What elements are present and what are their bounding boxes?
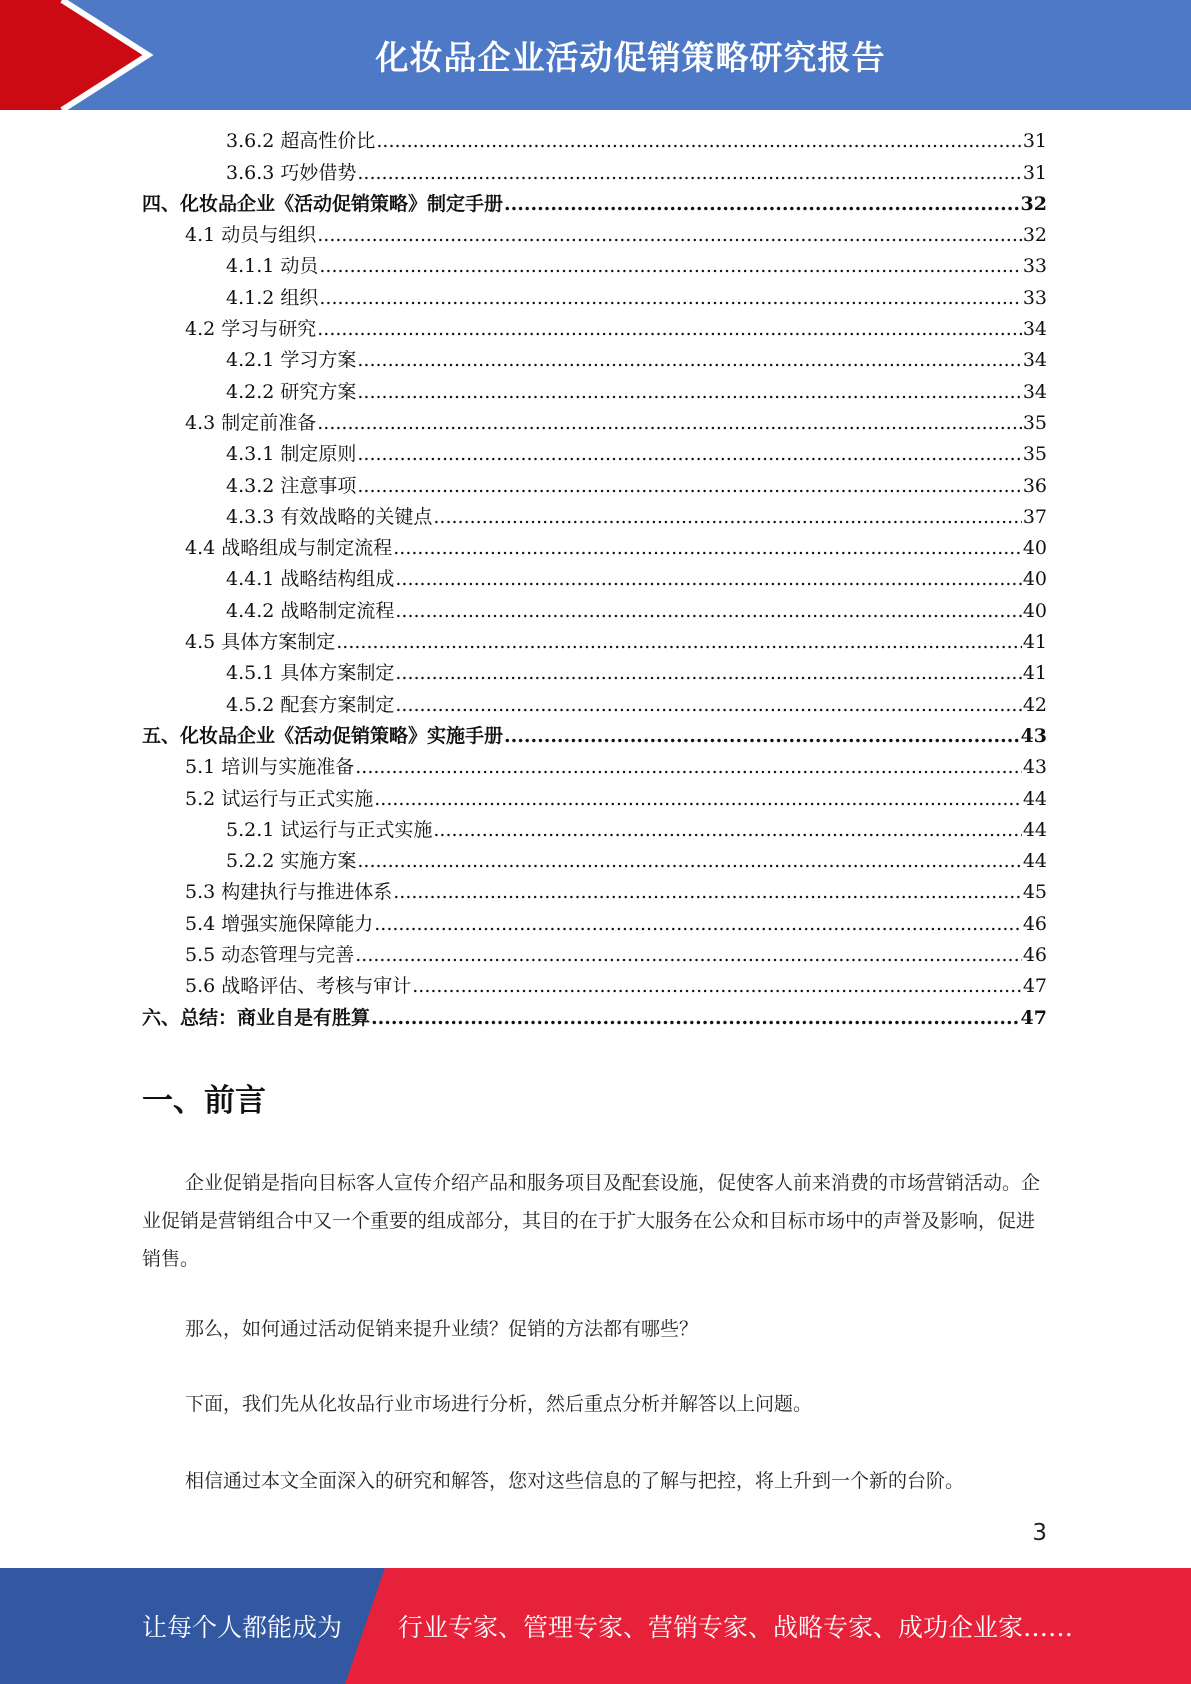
toc-entry[interactable] — [142, 376, 1047, 407]
toc-entry[interactable] — [142, 502, 1047, 533]
document-title: 化妆品企业活动促销策略研究报告 — [375, 37, 886, 77]
toc-leader-dots — [395, 564, 1021, 595]
toc-entry-page: 32 — [1020, 192, 1047, 215]
toc-entry-page: 43 — [1022, 756, 1047, 779]
toc-entry[interactable] — [142, 752, 1047, 783]
toc-leader-dots — [357, 345, 1021, 376]
toc-entry-label: 4.2.2 研究方案 — [226, 380, 357, 403]
toc-entry-page: 41 — [1022, 631, 1047, 654]
toc-entry-page: 43 — [1020, 724, 1047, 747]
footer-slogan-right: 行业专家、管理专家、营销专家、战略专家、成功企业家…… — [398, 1613, 1074, 1642]
toc-entry-label: 4.5.2 配套方案制定 — [226, 693, 395, 716]
toc-entry-label: 4.3.3 有效战略的关键点 — [226, 505, 433, 528]
toc-leader-dots — [433, 815, 1021, 846]
toc-entry-label: 4.1.1 动员 — [226, 255, 319, 278]
toc-entry-label: 5.5 动态管理与完善 — [185, 944, 355, 967]
toc-entry[interactable] — [142, 908, 1047, 939]
toc-leader-dots — [374, 784, 1022, 815]
toc-entry[interactable] — [142, 345, 1047, 376]
toc-leader-dots — [357, 471, 1021, 502]
toc-entry[interactable] — [142, 815, 1047, 846]
toc-leader-dots — [504, 721, 1020, 752]
toc-entry-page: 45 — [1022, 881, 1047, 904]
toc-leader-dots — [433, 502, 1021, 533]
toc-entry[interactable] — [142, 189, 1047, 220]
toc-leader-dots — [395, 596, 1021, 627]
toc-leader-dots — [374, 909, 1022, 940]
toc-entry-page: 41 — [1022, 662, 1047, 685]
toc-entry[interactable] — [142, 157, 1047, 188]
toc-entry[interactable] — [142, 251, 1047, 282]
toc-leader-dots — [393, 533, 1022, 564]
toc-entry-label: 四、化妆品企业《活动促销策略》制定手册 — [142, 192, 504, 215]
toc-entry[interactable] — [142, 721, 1047, 752]
toc-entry-page: 44 — [1022, 787, 1047, 810]
toc-leader-dots — [376, 126, 1021, 157]
toc-entry[interactable] — [142, 282, 1047, 313]
toc-entry-page: 47 — [1020, 1006, 1047, 1029]
paragraph: 那么，如何通过活动促销来提升业绩？促销的方法都有哪些？ — [185, 1318, 699, 1340]
toc-entry-page: 34 — [1022, 349, 1047, 372]
page-header — [0, 0, 1191, 110]
toc-entry[interactable] — [142, 470, 1047, 501]
toc-entry-label: 4.3.2 注意事项 — [226, 474, 357, 497]
toc-leader-dots — [395, 658, 1021, 689]
toc-entry[interactable] — [142, 971, 1047, 1002]
toc-leader-dots — [319, 251, 1021, 282]
toc-leader-dots — [357, 846, 1021, 877]
toc-entry[interactable] — [142, 627, 1047, 658]
toc-leader-dots — [504, 189, 1020, 220]
toc-entry-label: 5.3 构建执行与推进体系 — [185, 881, 393, 904]
toc-leader-dots — [317, 314, 1022, 345]
toc-entry-page: 46 — [1022, 944, 1047, 967]
toc-entry-label: 六、总结：商业自是有胜算 — [142, 1006, 371, 1029]
toc-entry[interactable] — [142, 658, 1047, 689]
toc-entry-label: 4.1 动员与组织 — [185, 224, 317, 247]
toc-entry[interactable] — [142, 595, 1047, 626]
toc-entry-label: 5.2.1 试运行与正式实施 — [226, 818, 433, 841]
toc-entry[interactable] — [142, 408, 1047, 439]
toc-entry-label: 五、化妆品企业《活动促销策略》实施手册 — [142, 724, 504, 747]
toc-entry-page: 33 — [1022, 255, 1047, 278]
page-footer — [0, 1568, 1191, 1684]
toc-entry-page: 42 — [1022, 693, 1047, 716]
toc-leader-dots — [395, 690, 1021, 721]
toc-entry-page: 34 — [1022, 318, 1047, 341]
toc-entry-page: 35 — [1022, 443, 1047, 466]
toc-entry-page: 40 — [1022, 599, 1047, 622]
toc-entry[interactable] — [142, 564, 1047, 595]
toc-entry-page: 40 — [1022, 568, 1047, 591]
toc-entry-page: 46 — [1022, 912, 1047, 935]
toc-entry-page: 32 — [1022, 224, 1047, 247]
toc-entry-label: 3.6.3 巧妙借势 — [226, 161, 357, 184]
paragraph: 下面，我们先从化妆品行业市场进行分析，然后重点分析并解答以上问题。 — [185, 1393, 813, 1415]
toc-entry-page: 31 — [1022, 161, 1047, 184]
toc-leader-dots — [371, 1003, 1020, 1034]
toc-entry-page: 40 — [1022, 537, 1047, 560]
toc-entry[interactable] — [142, 533, 1047, 564]
toc-entry[interactable] — [142, 940, 1047, 971]
paragraph: 企业促销是指向目标客人宣传介绍产品和服务项目及配套设施，促使客人前来消费的市场营销活动。企业促销是营销组合中又一个重要的组成部分，其目的在于扩大服务在公众和目标市场中的声誉及影响，促进销售。 — [142, 1172, 1041, 1270]
toc-entry-page: 31 — [1022, 130, 1047, 153]
toc-entry[interactable] — [142, 877, 1047, 908]
toc-entry-label: 4.4.2 战略制定流程 — [226, 599, 395, 622]
toc-entry-label: 4.1.2 组织 — [226, 286, 319, 309]
toc-entry-page: 44 — [1022, 850, 1047, 873]
toc-leader-dots — [355, 752, 1022, 783]
toc-entry-label: 4.4 战略组成与制定流程 — [185, 537, 393, 560]
footer-slogan-left: 让每个人都能成为 — [142, 1613, 343, 1642]
toc-entry-label: 5.6 战略评估、考核与审计 — [185, 975, 412, 998]
toc-leader-dots — [319, 283, 1021, 314]
toc-leader-dots — [357, 158, 1021, 189]
toc-entry[interactable] — [142, 783, 1047, 814]
toc-leader-dots — [355, 940, 1022, 971]
toc-entry-label: 4.2 学习与研究 — [185, 318, 317, 341]
toc-entry-page: 44 — [1022, 818, 1047, 841]
toc-leader-dots — [357, 377, 1021, 408]
toc-leader-dots — [317, 220, 1022, 251]
table-of-contents — [142, 126, 1047, 1034]
toc-entry-label: 5.2 试运行与正式实施 — [185, 787, 374, 810]
toc-entry[interactable] — [142, 439, 1047, 470]
toc-entry-label: 4.2.1 学习方案 — [226, 349, 357, 372]
toc-entry-label: 4.5 具体方案制定 — [185, 631, 336, 654]
toc-entry[interactable] — [142, 689, 1047, 720]
toc-leader-dots — [412, 971, 1022, 1002]
toc-entry-page: 34 — [1022, 380, 1047, 403]
toc-entry[interactable] — [142, 126, 1047, 157]
toc-entry-label: 5.2.2 实施方案 — [226, 850, 357, 873]
page-number: 3 — [1032, 1520, 1047, 1546]
toc-leader-dots — [336, 627, 1022, 658]
toc-entry-label: 4.5.1 具体方案制定 — [226, 662, 395, 685]
toc-entry[interactable] — [142, 314, 1047, 345]
toc-entry-label: 5.4 增强实施保障能力 — [185, 912, 374, 935]
toc-entry-page: 35 — [1022, 411, 1047, 434]
toc-entry-label: 5.1 培训与实施准备 — [185, 756, 355, 779]
toc-entry-label: 4.3.1 制定原则 — [226, 443, 357, 466]
paragraph: 相信通过本文全面深入的研究和解答，您对这些信息的了解与把控，将上升到一个新的台阶。 — [185, 1470, 965, 1492]
toc-entry-label: 3.6.2 超高性价比 — [226, 130, 376, 153]
toc-entry[interactable] — [142, 220, 1047, 251]
toc-entry[interactable] — [142, 1002, 1047, 1033]
toc-leader-dots — [393, 877, 1022, 908]
toc-leader-dots — [357, 439, 1021, 470]
toc-entry[interactable] — [142, 846, 1047, 877]
section-heading: 一、前言 — [142, 1083, 266, 1119]
toc-entry-page: 37 — [1022, 505, 1047, 528]
toc-entry-label: 4.4.1 战略结构组成 — [226, 568, 395, 591]
toc-entry-page: 33 — [1022, 286, 1047, 309]
toc-entry-page: 36 — [1022, 474, 1047, 497]
toc-leader-dots — [317, 408, 1022, 439]
toc-entry-page: 47 — [1022, 975, 1047, 998]
toc-entry-label: 4.3 制定前准备 — [185, 411, 317, 434]
